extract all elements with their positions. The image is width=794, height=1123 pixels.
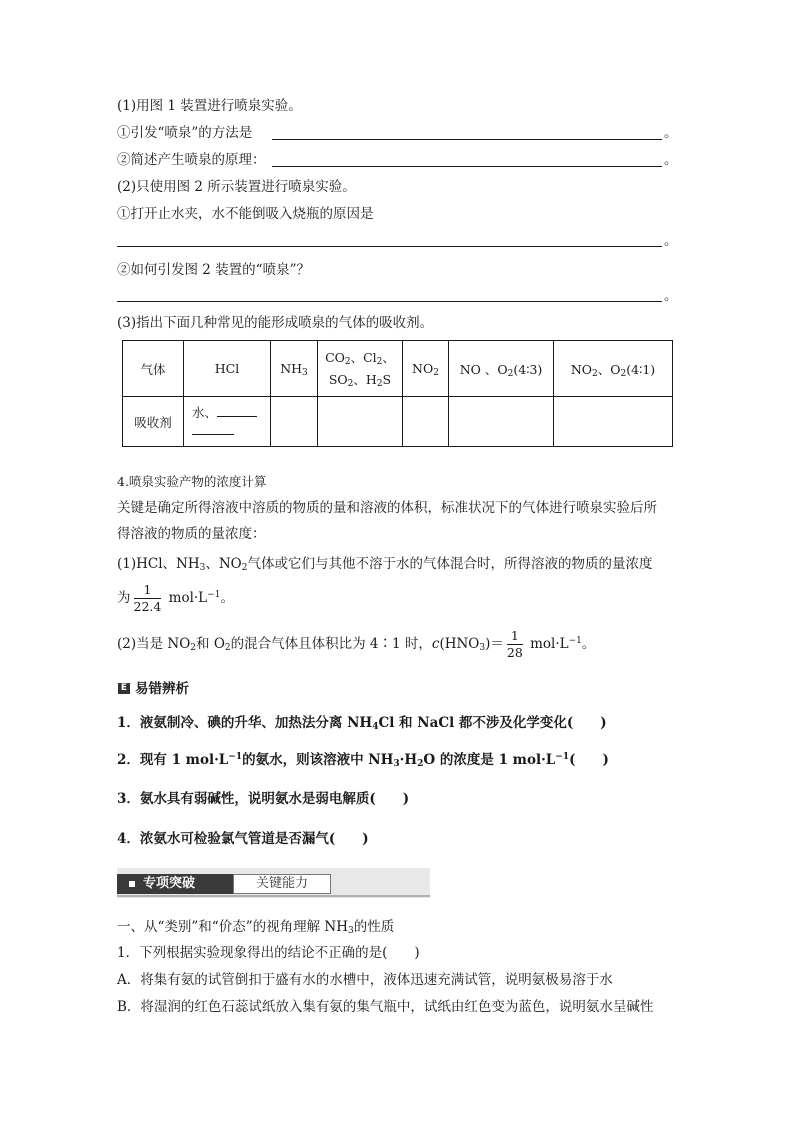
end-mark: 。: [664, 233, 678, 249]
option-a: A．将集有氨的试管倒扣于盛有水的水槽中，液体迅速充满试管，说明氨极易溶于水: [117, 972, 613, 988]
option-b: B．将湿润的红色石蕊试纸放入集有氨的集气瓶中，试纸由红色变为蓝色，说明氨水呈碱性: [117, 999, 654, 1015]
answer-blank-hcl[interactable]: [217, 404, 257, 417]
fraction: $\frac{1}{22.4}$: [133, 582, 162, 614]
cell-hcl: HCl: [184, 341, 271, 397]
cell-hcl-absorbent: 水、: [184, 397, 271, 447]
question-2b: ②如何引发图 2 装置的“喷泉”？: [117, 262, 310, 278]
answer-blank-1b[interactable]: [272, 166, 662, 167]
section-4-heading: 4.喷泉实验产物的浓度计算: [117, 474, 267, 489]
cell-no-o2: NO 、$O_2(4∶3)$: [449, 341, 554, 397]
section-4-item-2: (2)当是 $NO_2$和 $O_2$的混合气体且体积比为 4∶1 时，$c(HNO_3)=$ $\frac{1}{28}$ $mol\cdot L^{-1}$。: [117, 628, 596, 660]
absorbent-table: [122, 340, 673, 447]
section-4-para-2: 得溶液的物质的量浓度：: [117, 526, 266, 542]
question-3: (3)指出下面几种常见的能形成喷泉的气体的吸收剂。: [117, 315, 434, 331]
judgement-item-4: 4．浓氨水可检验氯气管道是否漏气( ): [117, 831, 369, 847]
cell-no2: $NO_2$: [403, 341, 449, 397]
answer-blank-hcl-2[interactable]: [192, 422, 234, 435]
table-row: [123, 397, 673, 447]
special-heading-1: 一、从“类别”和“价态”的视角理解 $NH_3$的性质: [117, 919, 395, 936]
cell-no2-o2: $NO_2$、$O_2(4∶1)$: [554, 341, 673, 397]
judgement-item-1: 1．液氨制冷、碘的升华、加热法分离 $NH_4Cl$ 和 NaCl 都不涉及化学变化( ): [117, 715, 607, 732]
answer-blank-2a[interactable]: [117, 246, 662, 247]
cell-empty[interactable]: [271, 397, 318, 447]
special-question-1: 1．下列根据实验现象得出的结论不正确的是( ): [117, 945, 420, 961]
cell-empty[interactable]: [554, 397, 673, 447]
question-2a: ①打开止水夹，水不能倒吸入烧瓶的原因是: [117, 206, 374, 222]
section-4-item-1-result: 为 $\frac{1}{22.4}$ $mol\cdot L^{-1}$。: [117, 582, 234, 614]
error-analysis-icon: E: [118, 683, 130, 694]
table-header-absorbent: 吸收剂: [123, 397, 184, 447]
judgement-item-3: 3．氨水具有弱碱性，说明氨水是弱电解质( ): [117, 791, 410, 807]
fraction: $\frac{1}{28}$: [506, 628, 523, 660]
banner-key-ability: 关键能力: [233, 874, 331, 894]
banner-rule: [117, 895, 430, 897]
question-1a: ①引发“喷泉”的方法是: [117, 125, 253, 141]
cell-empty[interactable]: [449, 397, 554, 447]
end-mark: 。: [664, 152, 678, 168]
square-icon: [129, 881, 135, 887]
question-1b: ②简述产生喷泉的原理：: [117, 152, 266, 168]
table-row: [123, 341, 673, 397]
cell-co2-group: $CO_2$、$Cl_2$、 $SO_2$、$H_2S$: [318, 341, 403, 397]
end-mark: 。: [664, 288, 678, 304]
error-analysis-title: 易错辨析: [135, 681, 189, 697]
table-header-gas: 气体: [123, 341, 184, 397]
section-4-item-1: (1)HCl、$NH_3$、$NO_2$气体或它们与其他不溶于水的气体混合时，所得溶液的物质的量浓度: [117, 556, 653, 573]
cell-nh3: $NH_3$: [271, 341, 318, 397]
section-banner: [117, 868, 430, 898]
question-1: (1)用图 1 装置进行喷泉实验。: [117, 98, 302, 114]
banner-special-breakthrough: 专项突破: [117, 874, 233, 894]
section-4-para-1: 关键是确定所得溶液中溶质的物质的量和溶液的体积，标准状况下的气体进行喷泉实验后所: [117, 500, 657, 516]
answer-blank-2b[interactable]: [117, 301, 662, 302]
cell-empty[interactable]: [403, 397, 449, 447]
question-2: (2)只使用图 2 所示装置进行喷泉实验。: [117, 179, 356, 195]
cell-empty[interactable]: [318, 397, 403, 447]
answer-blank-1a[interactable]: [272, 139, 662, 140]
judgement-item-2: 2．现有 1 $mol\cdot L^{-1}$的氨水，则该溶液中 $NH_3\cdot H_2O$ 的浓度是 1 $mol\cdot L^{-1}$( ): [117, 752, 609, 769]
end-mark: 。: [664, 125, 678, 141]
